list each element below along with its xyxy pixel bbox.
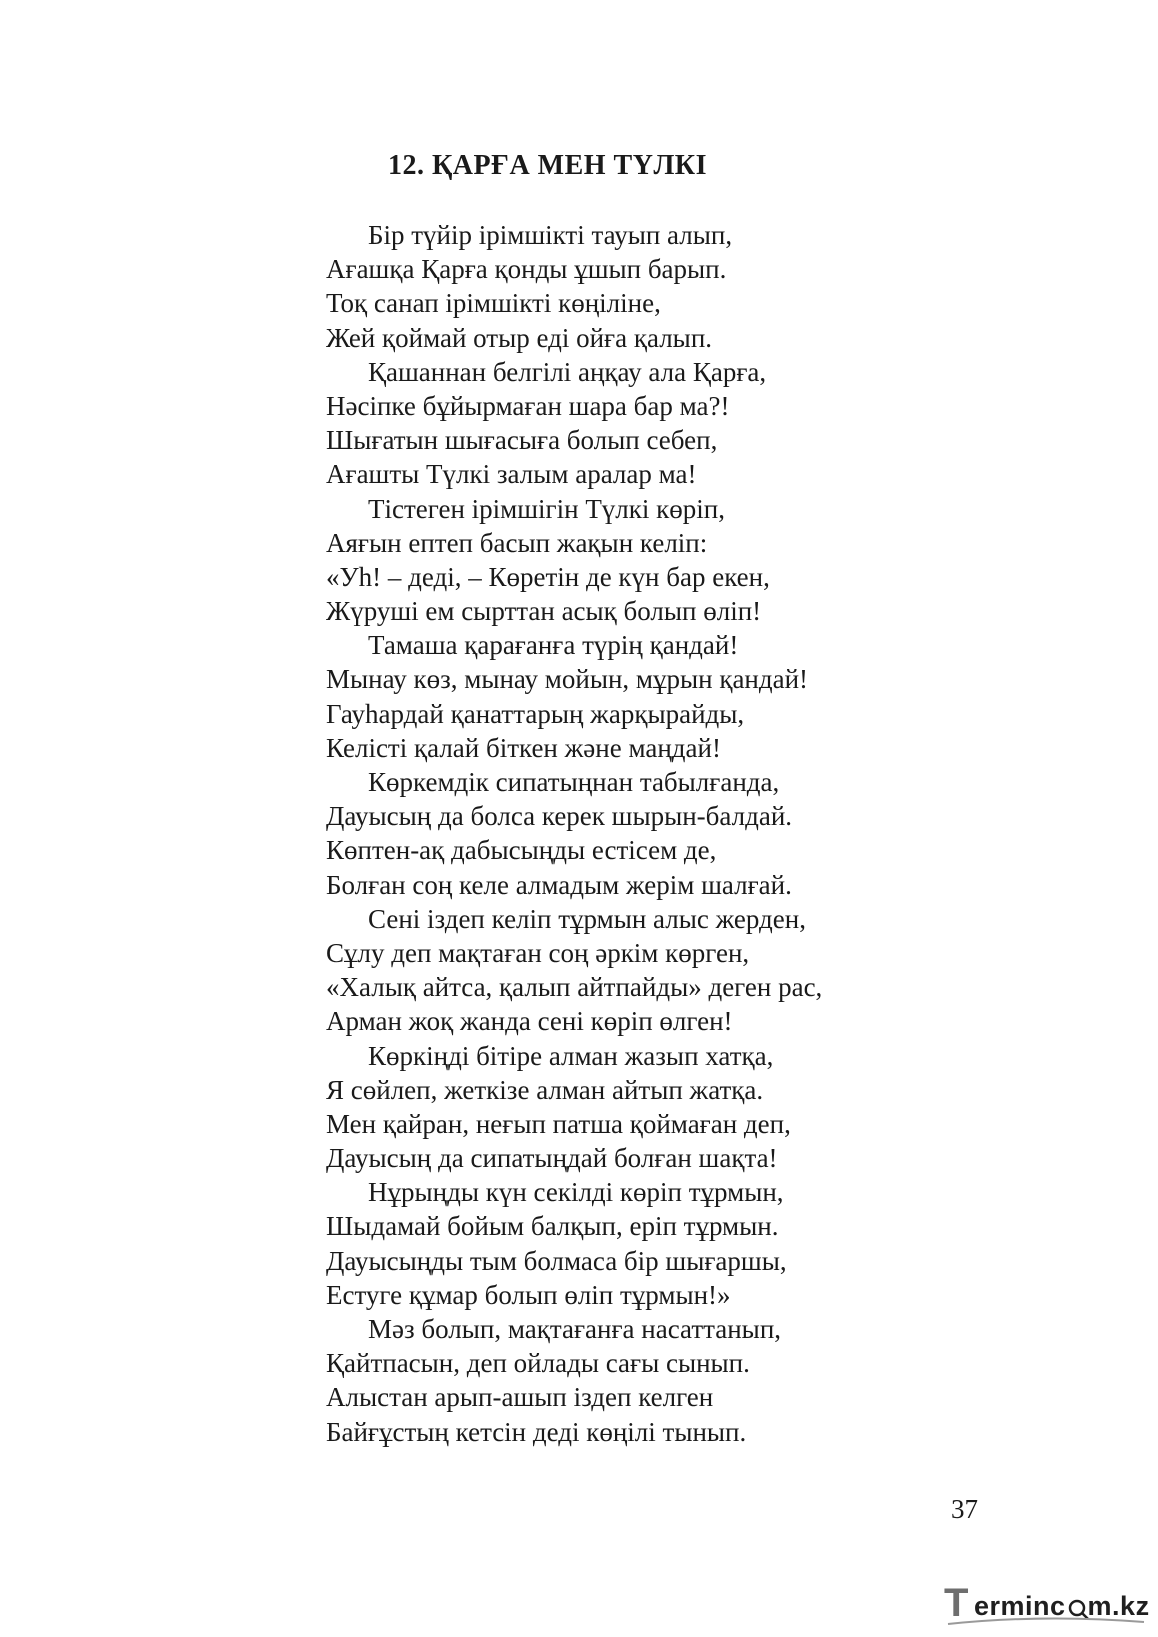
poem-line: Келісті қалай біткен және маңдай! xyxy=(326,732,721,763)
poem-line: Дауысың да сипатыңдай болған шақта! xyxy=(326,1143,778,1174)
poem-line: Байғұстың кетсін деді көңілі тынып. xyxy=(326,1416,747,1447)
poem-line: Тоқ санап ірімшікті көңіліне, xyxy=(326,288,661,319)
termincom-logo xyxy=(944,1580,1150,1626)
poem-title: 12. ҚАРҒА МЕН ТҮЛКІ xyxy=(388,150,708,181)
poem-line: Мен қайран, неғып патша қоймаған деп, xyxy=(326,1108,791,1139)
poem-line: Ағашты Түлкі залым аралар ма! xyxy=(326,459,697,490)
logo-swoosh-icon xyxy=(944,1616,1150,1628)
stanza xyxy=(326,628,1086,765)
poem-line: Шыдамай бойым балқып, еріп тұрмын. xyxy=(326,1211,779,1242)
poem-body xyxy=(326,218,1086,1449)
poem-line: Ағашқа Қарға қонды ұшып барып. xyxy=(326,254,727,285)
poem-line: Тамаша қарағанға түрің қандай! xyxy=(368,630,739,661)
poem-line: Я сөйлеп, жеткізе алман айтып жатқа. xyxy=(326,1074,764,1105)
poem-line: Сұлу деп мақтаған соң әркім көрген, xyxy=(326,937,750,968)
poem-line: Мәз болып, мақтағанға насаттанып, xyxy=(368,1314,782,1344)
poem-line: Нұрыңды күн секілді көріп тұрмын, xyxy=(368,1177,784,1208)
stanza xyxy=(326,765,1086,902)
stanza xyxy=(326,1039,1086,1176)
poem-line: Дауысың да болса керек шырын-балдай. xyxy=(326,801,793,832)
logo-text: erminc m.kz xyxy=(974,1591,1150,1621)
logo-letter-t: T xyxy=(944,1581,969,1625)
stanza xyxy=(326,218,1086,355)
poem-line: Көптен-ақ дабысыңды естісем де, xyxy=(326,835,717,866)
stanza xyxy=(326,902,1086,1039)
poem-line: Гауһардай қанаттарың жарқырайды, xyxy=(326,698,745,729)
poem-line: Дауысыңды тым болмаса бір шығаршы, xyxy=(326,1245,787,1276)
stanza xyxy=(326,1312,1086,1449)
poem-line: Нәсіпке бұйырмаған шара бар ма?! xyxy=(326,390,730,421)
poem-line: Сені іздеп келіп тұрмын алыс жерден, xyxy=(368,903,806,934)
stanza xyxy=(326,492,1086,629)
poem-line: Естуге құмар болып өліп тұрмын!» xyxy=(326,1279,731,1310)
stanza xyxy=(326,355,1086,492)
stanza xyxy=(326,1175,1086,1312)
poem-line: Арман жоқ жанда сені көріп өлген! xyxy=(326,1006,733,1037)
poem-line: Көркіңді бітіре алман жазып хатқа, xyxy=(368,1040,774,1071)
poem-line: Жей қоймай отыр еді ойға қалып. xyxy=(326,322,713,353)
poem-line: Тістеген ірімшігін Түлкі көріп, xyxy=(368,493,725,524)
poem-line: Қашаннан белгілі аңқау ала Қарға, xyxy=(368,356,767,387)
poem-line: Қайтпасын, деп ойлады сағы сынып. xyxy=(326,1348,750,1379)
poem-line: Жүруші ем сырттан асық болып өліп! xyxy=(326,596,762,627)
poem-line: Шығатын шығасыға болып себеп, xyxy=(326,425,718,456)
poem-line: «Уһ! – деді, – Көретін де күн бар екен, xyxy=(326,561,770,592)
poem-line: Бір түйір ірімшікті тауып алып, xyxy=(368,220,733,250)
page-number: 37 xyxy=(951,1494,978,1524)
poem-line: Мынау көз, мынау мойын, мұрын қандай! xyxy=(326,664,809,695)
poem-line: «Халық айтса, қалып айтпайды» деген рас, xyxy=(326,972,823,1003)
poem-line: Алыстан арып-ашып іздеп келген xyxy=(326,1382,714,1413)
poem-line: Көркемдік сипатыңнан табылғанда, xyxy=(368,767,780,797)
poem-line: Аяғын ептеп басып жақын келіп: xyxy=(326,527,708,558)
poem-line: Болған соң келе алмадым жерім шалғай. xyxy=(326,869,792,900)
